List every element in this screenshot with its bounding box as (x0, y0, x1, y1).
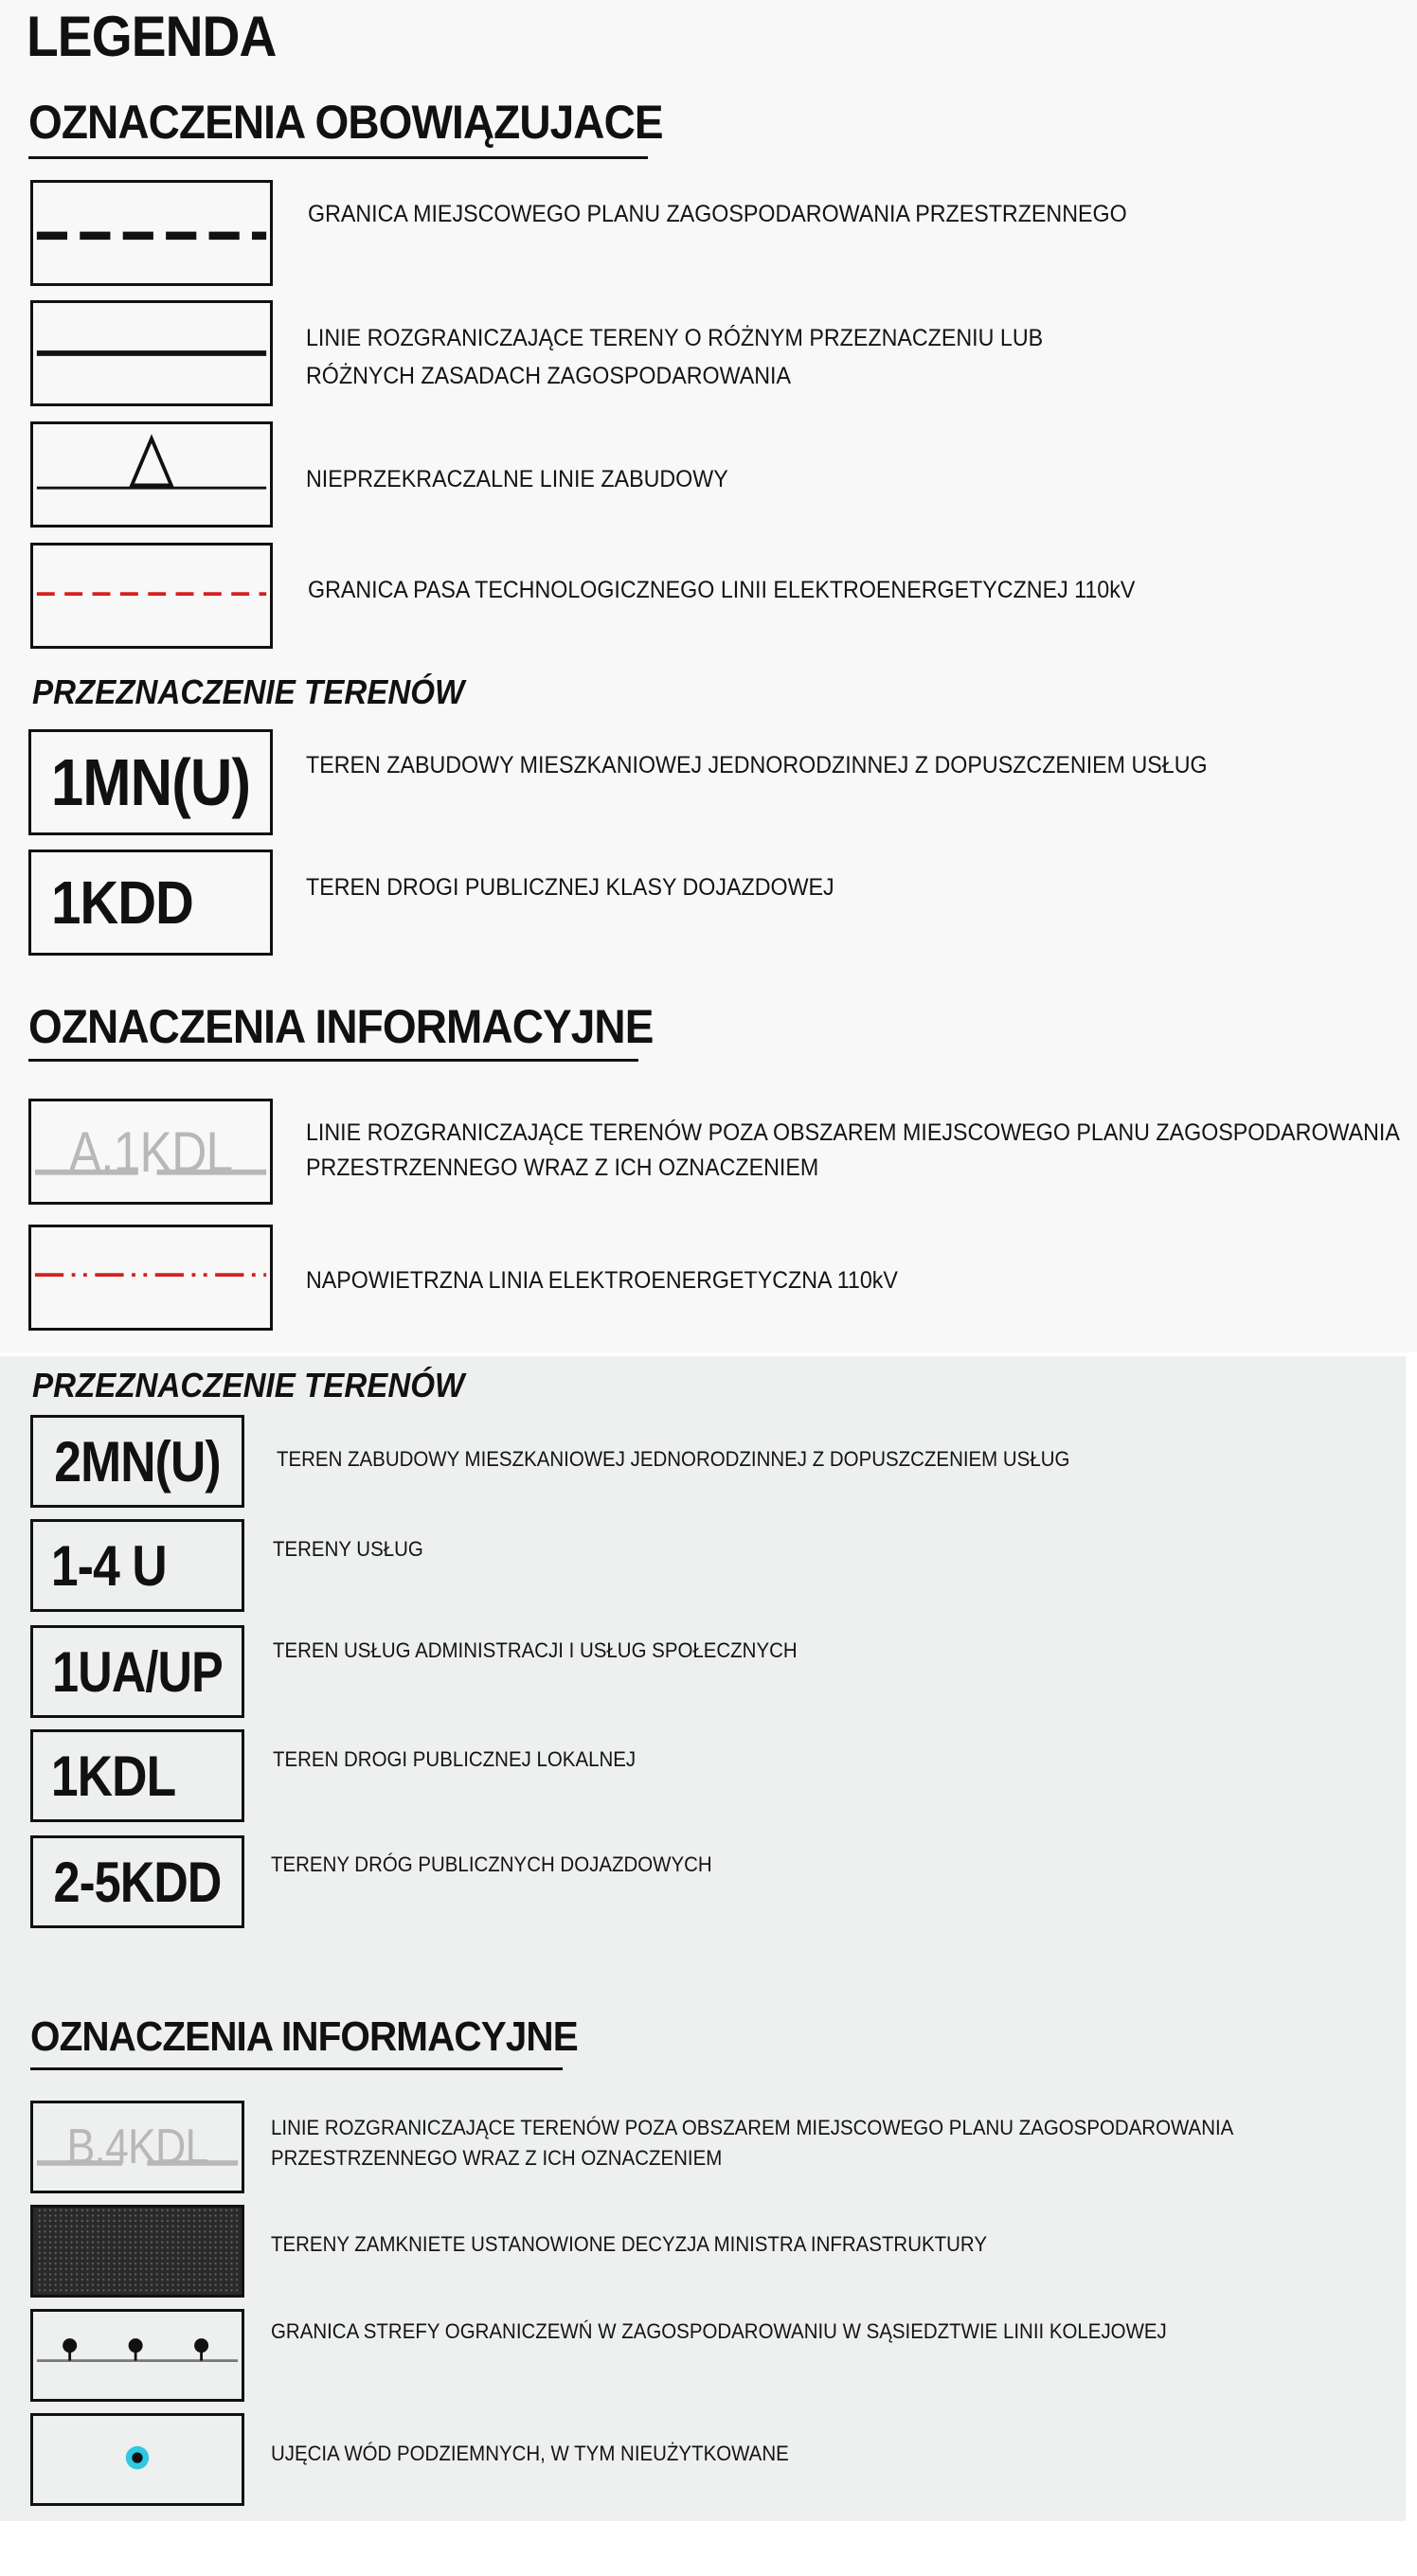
info-heading-underline (30, 2067, 563, 2070)
land-use-code-box (30, 1519, 244, 1612)
land-use-code-box (28, 729, 273, 835)
legend-text-demarcation-line-2: RÓŻNYCH ZASADACH ZAGOSPODAROWANIA (306, 363, 791, 389)
legend-text-land-use: TEREN ZABUDOWY MIESZKANIOWEJ JEDNORODZINNEJ Z DOPUSZCZENIEM USŁUG (277, 1447, 1070, 1471)
power-line-symbol (28, 1225, 273, 1331)
land-use-code: 1KDD (51, 868, 193, 937)
gray-line-icon (31, 1101, 270, 1202)
land-use-code: 1MN(U) (50, 745, 251, 819)
legend-text-land-use: TERENY DRÓG PUBLICZNYCH DOJAZDOWYCH (271, 1852, 712, 1876)
land-use-code-box (30, 1729, 244, 1822)
land-use-heading-bottom: PRZEZNACZENIE TERENÓW (32, 1366, 465, 1404)
dashed-red-line-symbol (30, 543, 273, 649)
legend-title: LEGENDA (27, 5, 277, 68)
dashed-black-line-icon (33, 183, 270, 283)
legend-text-railway-zone: GRANICA STREFY OGRANICZEWŃ W ZAGOSPODAROWANIU W SĄSIEDZTWIE LINII KOLEJOWEJ (271, 2319, 1167, 2343)
info-heading-underline (28, 1059, 638, 1062)
legend-text-external-lines-2: PRZESTRZENNEGO WRAZ Z ICH OZNACZENIEM (271, 2146, 723, 2170)
triangle-icon (33, 424, 270, 525)
gray-line-icon (33, 2103, 242, 2191)
legend-text-land-use: TERENY USŁUG (273, 1537, 423, 1561)
external-road-code: A.1KDL (68, 1119, 233, 1184)
legend-text-external-lines-2: PRZESTRZENNEGO WRAZ Z ICH OZNACZENIEM (306, 1154, 819, 1181)
closed-area-symbol (30, 2205, 244, 2298)
legend-text-plan-boundary: GRANICA MIEJSCOWEGO PLANU ZAGOSPODAROWANIA PRZESTRZENNEGO (308, 201, 1127, 227)
legend-text-land-use: TEREN DROGI PUBLICZNEJ LOKALNEJ (273, 1747, 637, 1771)
dotted-line-icon (33, 2312, 242, 2399)
legend-text-external-lines-1: LINIE ROZGRANICZAJĄCE TERENÓW POZA OBSZAREM MIEJSCOWEGO PLANU ZAGOSPODAROWANIA (306, 1119, 1400, 1146)
solid-black-line-symbol (30, 300, 273, 406)
water-intake-point-icon (33, 2416, 242, 2503)
dashed-black-line-symbol (30, 180, 273, 286)
legend-text-building-lines: NIEPRZEKRACZALNE LINIE ZABUDOWY (306, 466, 728, 492)
binding-heading: OZNACZENIA OBOWIĄZUJACE (28, 96, 663, 149)
land-use-code: 1-4 U (50, 1533, 167, 1598)
building-line-symbol (30, 421, 273, 528)
external-road-symbol (28, 1099, 273, 1205)
dash-dot-red-line-icon (31, 1227, 270, 1328)
land-use-code-box (30, 1415, 244, 1508)
land-use-code: 1UA/UP (52, 1639, 223, 1704)
legend-text-tech-strip: GRANICA PASA TECHNOLOGICZNEGO LINII ELEKTROENERGETYCZNEJ 110kV (308, 577, 1136, 603)
legend-text-closed-areas: TERENY ZAMKNIETE USTANOWIONE DECYZJA MINISTRA INFRASTRUKTURY (271, 2232, 987, 2256)
dashed-red-line-icon (33, 546, 270, 646)
land-use-code-box (30, 1625, 244, 1718)
land-use-code-box (30, 1835, 244, 1928)
land-use-code: 2MN(U) (54, 1429, 221, 1494)
land-use-code: 2-5KDD (53, 1850, 222, 1914)
info-heading-bottom: OZNACZENIA INFORMACYJNE (30, 2013, 578, 2060)
legend-text-land-use: TEREN USŁUG ADMINISTRACJI I USŁUG SPOŁECZNYCH (273, 1638, 798, 1662)
legend-panel-bottom (0, 1356, 1406, 2521)
legend-text-water-intake: UJĘCIA WÓD PODZIEMNYCH, W TYM NIEUŻYTKOWANE (271, 2442, 789, 2465)
legend-text-land-use: TEREN DROGI PUBLICZNEJ KLASY DOJAZDOWEJ (306, 874, 834, 901)
water-intake-symbol (30, 2413, 244, 2506)
land-use-code-box (28, 850, 273, 956)
solid-black-line-icon (33, 303, 270, 403)
info-heading-top: OZNACZENIA INFORMACYJNE (28, 1000, 654, 1053)
land-use-code: 1KDL (50, 1744, 176, 1808)
legend-text-power-line: NAPOWIETRZNA LINIA ELEKTROENERGETYCZNA 110kV (306, 1267, 898, 1294)
hatched-area-icon (33, 2208, 242, 2295)
railway-zone-symbol (30, 2309, 244, 2402)
external-road-symbol (30, 2101, 244, 2193)
legend-text-demarcation-line-1: LINIE ROZGRANICZAJĄCE TERENY O RÓŻNYM PRZEZNACZENIU LUB (306, 325, 1044, 351)
binding-heading-underline (28, 156, 648, 159)
legend-text-external-lines-1: LINIE ROZGRANICZAJĄCE TERENÓW POZA OBSZAREM MIEJSCOWEGO PLANU ZAGOSPODAROWANIA (271, 2116, 1234, 2139)
legend-text-land-use: TEREN ZABUDOWY MIESZKANIOWEJ JEDNORODZINNEJ Z DOPUSZCZENIEM USŁUG (306, 752, 1208, 778)
external-road-code: B.4KDL (66, 2120, 208, 2174)
land-use-heading-top: PRZEZNACZENIE TERENÓW (32, 672, 465, 711)
